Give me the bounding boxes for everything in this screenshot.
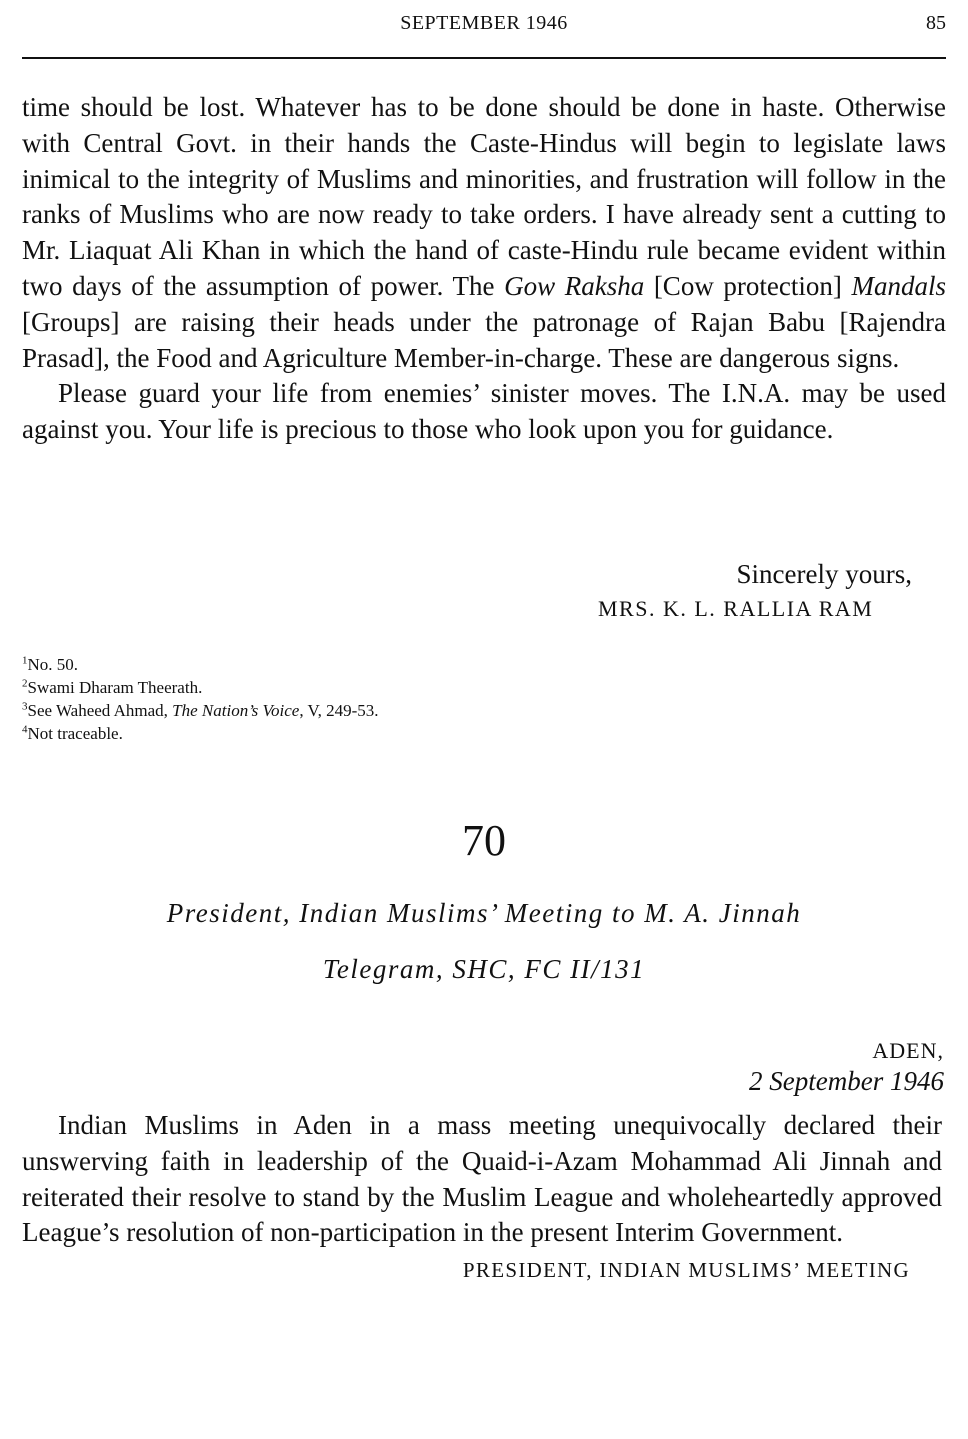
document-place: ADEN,: [872, 1038, 944, 1063]
header-rule: [22, 57, 946, 59]
footnote-marker: 2: [22, 677, 28, 690]
running-title: SEPTEMBER 1946: [400, 12, 568, 34]
footnote-text: , V, 249-53.: [299, 701, 379, 720]
footnote-text: Not traceable.: [27, 724, 123, 743]
footnotes: [22, 653, 379, 745]
letter-closing: Sincerely yours,: [736, 559, 912, 589]
footnote-text: Swami Dharam Theerath.: [27, 678, 203, 697]
footnote-1: [22, 653, 379, 676]
italic-term-gow-raksha: Gow Raksha: [504, 270, 645, 301]
italic-term-mandals: Mandals: [851, 270, 946, 301]
footnote-marker: 3: [22, 700, 28, 713]
document-number: 70: [462, 816, 506, 865]
paragraph-text: [Cow protection]: [644, 270, 852, 301]
running-header: [22, 12, 946, 42]
document-source: Telegram, SHC, FC II/131: [322, 954, 646, 984]
footnote-marker: 4: [22, 723, 28, 736]
footnote-text: See Waheed Ahmad,: [27, 701, 173, 720]
paragraph-text: time should be lost. Whatever has to be done should be done in haste. Otherwise with Central Govt. in their hands the Caste-Hindus will begin to legislate laws inimical to the integrity of Muslims and minorities, and frustration will follow in the ranks of Muslims who are now ready to take orders. I have already sent a cutting to Mr. Liaquat Ali Khan in which the hand of caste-Hindu rule became evident within two days of the assumption of power. The: [22, 92, 946, 301]
document-heading: President, Indian Muslims’ Meeting to M. A. Jinnah: [166, 898, 802, 928]
page-number: 85: [926, 12, 946, 34]
letter-signature: MRS. K. L. RALLIA RAM: [598, 596, 874, 621]
footnote-4: [22, 722, 379, 745]
letter-paragraph-1: [22, 90, 946, 376]
document-date: 2 September 1946: [749, 1066, 944, 1096]
letter-body: [22, 90, 946, 448]
footnote-book-title: The Nation’s Voice: [172, 701, 300, 720]
telegram-signature: PRESIDENT, INDIAN MUSLIMS’ MEETING: [462, 1258, 910, 1282]
footnote-marker: 1: [22, 654, 28, 667]
footnote-text: No. 50.: [27, 655, 79, 674]
footnote-2: [22, 676, 379, 699]
telegram-body: [22, 1108, 942, 1251]
telegram-paragraph: Indian Muslims in Aden in a mass meeting unequivocally declared their unswerving faith in leadership of the Quaid-i-Azam Mohammad Ali Jinnah and reiterated their resolve to stand by the Muslim League and wholeheartedly approved League’s resolution of non-participation in the present Interim Government.: [22, 1110, 942, 1248]
letter-paragraph-2: Please guard your life from enemies’ sinister moves. The I.N.A. may be used against you. Your life is precious to those who look upon you for guidance.: [22, 378, 946, 445]
paragraph-text: [Groups] are raising their heads under the patronage of Rajan Babu [Rajendra Prasad], the Food and Agriculture Member-in-charge. These are dangerous signs.: [22, 306, 946, 373]
footnote-3: [22, 699, 379, 722]
